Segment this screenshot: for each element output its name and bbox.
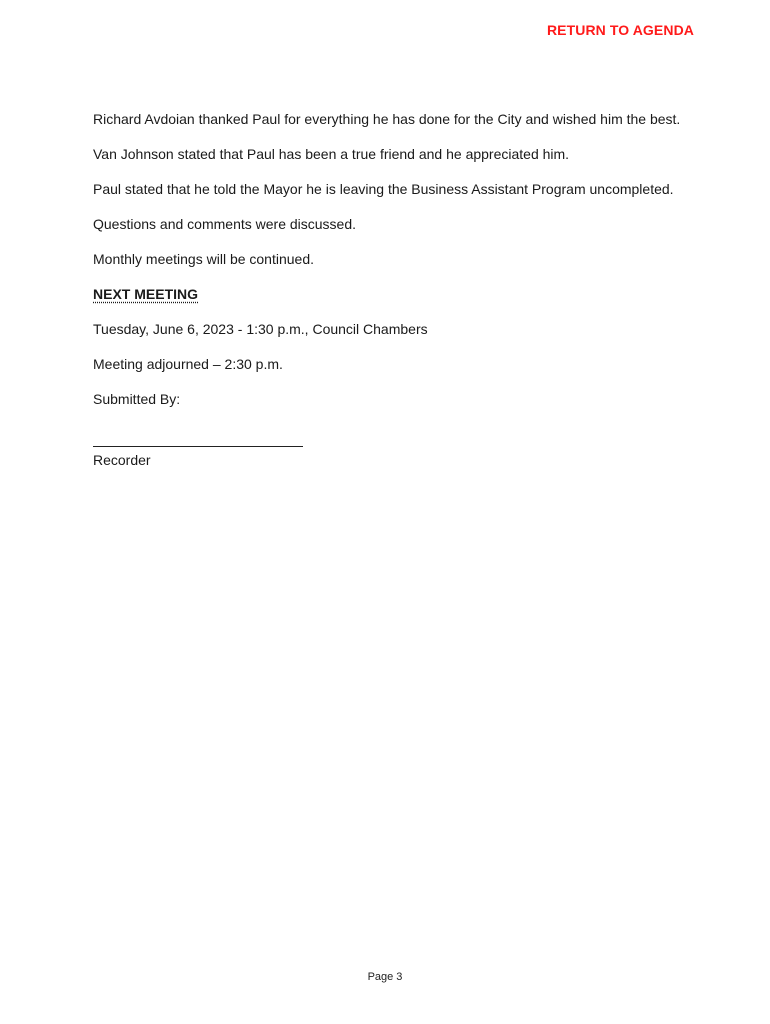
- signature-block: [93, 446, 683, 469]
- next-meeting-heading: NEXT MEETING: [93, 286, 199, 302]
- submitted-by-label: Submitted By:: [93, 391, 181, 407]
- next-meeting-details: Tuesday, June 6, 2023 - 1:30 p.m., Council Chambers: [93, 321, 428, 337]
- paragraph-paul-statement: Paul stated that he told the Mayor he is leaving the Business Assistant Program uncompleted.: [93, 181, 674, 197]
- return-to-agenda-link[interactable]: RETURN TO AGENDA: [546, 22, 694, 38]
- signature-title: Recorder: [93, 452, 151, 468]
- minutes-body: [93, 110, 683, 469]
- paragraph-johnson-statement: Van Johnson stated that Paul has been a true friend and he appreciated him.: [93, 146, 570, 162]
- meeting-adjourned: Meeting adjourned – 2:30 p.m.: [93, 356, 283, 372]
- signature-line: [93, 446, 303, 447]
- paragraph-monthly-meetings: Monthly meetings will be continued.: [93, 251, 315, 267]
- paragraph-avdoian-thanks: Richard Avdoian thanked Paul for everything he has done for the City and wished him the best.: [93, 111, 681, 127]
- paragraph-questions: Questions and comments were discussed.: [93, 216, 357, 232]
- page-number: Page 3: [367, 971, 403, 983]
